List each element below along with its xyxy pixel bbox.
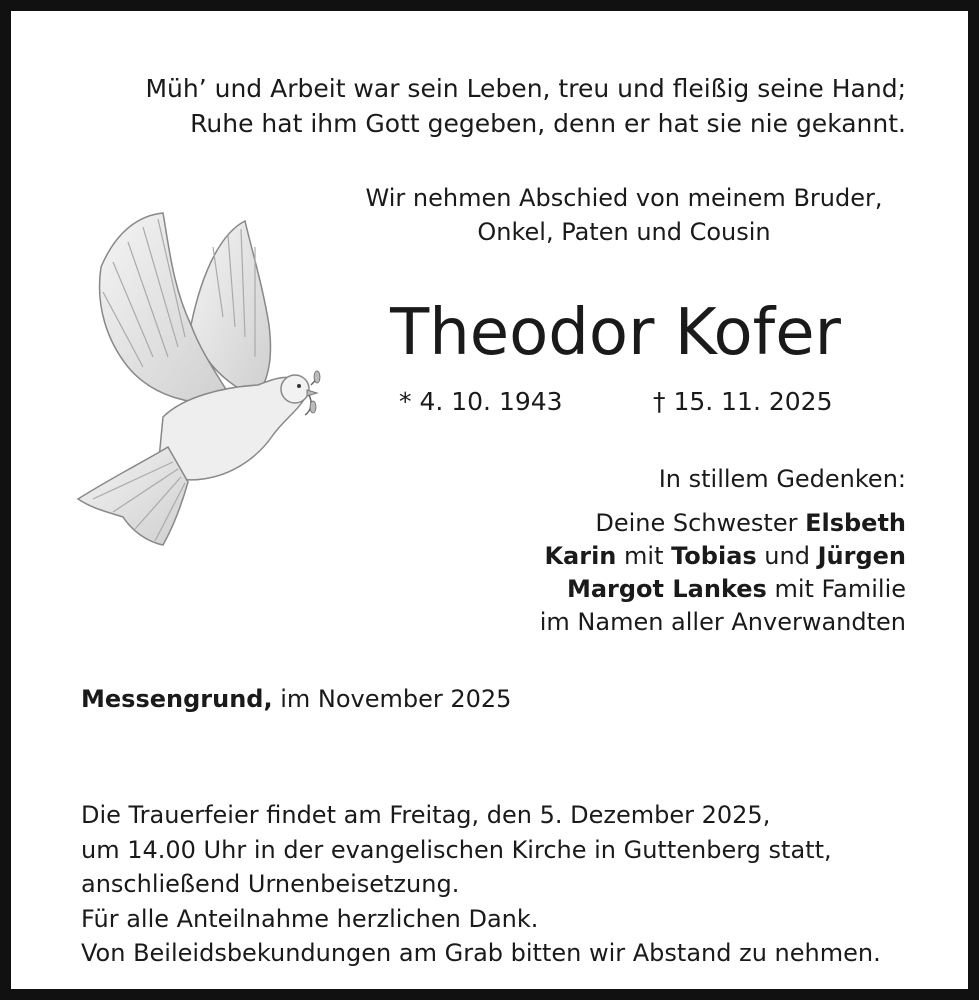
service-info [81, 798, 881, 971]
service-line: Für alle Anteilnahme herzlichen Dank. [81, 904, 539, 933]
death-date: † 15. 11. 2025 [653, 387, 833, 416]
place-date: Messengrund, im November 2025 [81, 685, 512, 713]
mourner-line: Margot Lankes mit Familie [566, 575, 906, 603]
dove-icon [73, 207, 323, 552]
deceased-name: Theodor Kofer [390, 296, 841, 370]
service-line: um 14.00 Uhr in der evangelischen Kirche in Guttenberg statt, [81, 835, 832, 864]
verse [145, 71, 906, 141]
service-line: anschließend Urnenbeisetzung. [81, 870, 460, 898]
farewell-text [314, 181, 934, 249]
verse-line: Ruhe hat ihm Gott gegeben, denn er hat sie nie gekannt. [190, 109, 906, 138]
mourner-line: Deine Schwester Elsbeth [595, 509, 906, 537]
service-line: Von Beileidsbekundungen am Grab bitten wir Abstand zu nehmen. [81, 939, 881, 967]
farewell-line: Wir nehmen Abschied von meinem Bruder, [365, 184, 883, 212]
farewell-line: Onkel, Paten und Cousin [477, 218, 771, 246]
service-line: Die Trauerfeier findet am Freitag, den 5. Dezember 2025, [81, 801, 771, 829]
mourner-line: im Namen aller Anverwandten [539, 608, 906, 636]
mourner-line: Karin mit Tobias und Jürgen [544, 542, 906, 570]
birth-date: * 4. 10. 1943 [399, 387, 563, 416]
memory-heading: In stillem Gedenken: [658, 465, 906, 493]
mourners-list [540, 507, 906, 639]
verse-line: Müh’ und Arbeit war sein Leben, treu und fleißig seine Hand; [145, 74, 906, 103]
